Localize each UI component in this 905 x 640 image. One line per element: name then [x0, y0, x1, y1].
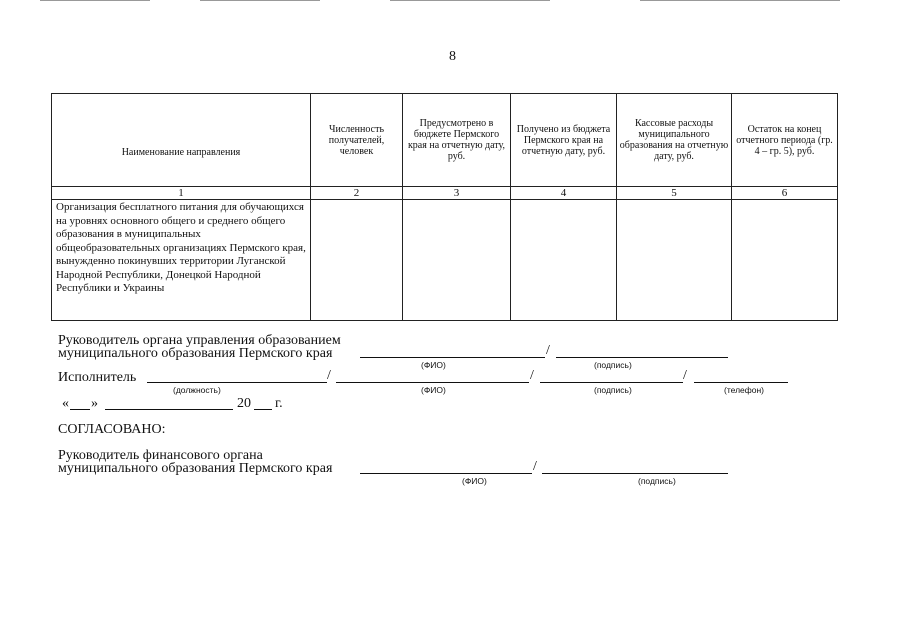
signature-caption: (подпись) [594, 360, 632, 370]
top-edge-line [200, 0, 320, 1]
direction-cell: Организация бесплатного питания для обучающихся на уровнях основного общего и среднего общего образования в муниципальных общеобразовательных организациях Пермского края, вынужденно покинувших территории Луганской Народной Республики, Донецкой Народной Республики и Украины [52, 200, 311, 321]
recipients-cell[interactable] [311, 200, 403, 321]
report-table [51, 93, 838, 321]
fio-caption: (ФИО) [421, 385, 446, 395]
top-edge-line [640, 0, 840, 1]
column-number: 3 [403, 187, 511, 200]
executor-fio-field[interactable] [336, 382, 529, 383]
head-education-fio-field[interactable] [360, 357, 545, 358]
date-year-field[interactable] [254, 409, 272, 410]
fio-caption: (ФИО) [462, 476, 487, 486]
header-received: Получено из бюджета Пермского края на отчетную дату, руб. [511, 94, 617, 187]
head-finance-title-line1: Руководитель финансового органа [58, 448, 263, 463]
received-cell[interactable] [511, 200, 617, 321]
page-number: 8 [449, 49, 456, 64]
signature-caption: (подпись) [594, 385, 632, 395]
signature-caption: (подпись) [638, 476, 676, 486]
head-education-title-line1: Руководитель органа управления образованием [58, 333, 341, 348]
position-caption: (должность) [173, 385, 221, 395]
table-header-row [52, 94, 838, 187]
date-open-quote: « [62, 396, 69, 411]
separator-slash: / [546, 343, 550, 358]
executor-position-field[interactable] [147, 382, 327, 383]
column-number: 4 [511, 187, 617, 200]
executor-signature-field[interactable] [540, 382, 683, 383]
top-edge-line [40, 0, 150, 1]
separator-slash: / [327, 368, 331, 383]
top-edge-line [390, 0, 550, 1]
balance-cell[interactable] [732, 200, 838, 321]
budget-planned-cell[interactable] [403, 200, 511, 321]
header-recipients: Численность получателей, человек [311, 94, 403, 187]
head-finance-title-line2: муниципального образования Пермского края [58, 461, 333, 476]
header-budget-planned: Предусмотрено в бюджете Пермского края на отчетную дату, руб. [403, 94, 511, 187]
date-month-field[interactable] [105, 409, 233, 410]
column-number: 1 [52, 187, 311, 200]
column-number: 5 [617, 187, 732, 200]
separator-slash: / [683, 368, 687, 383]
header-direction: Наименование направления [52, 94, 311, 187]
head-education-signature-field[interactable] [556, 357, 728, 358]
cash-expenses-cell[interactable] [617, 200, 732, 321]
date-close-quote: » [91, 396, 98, 411]
separator-slash: / [533, 459, 537, 474]
separator-slash: / [530, 368, 534, 383]
head-finance-signature-field[interactable] [542, 473, 728, 474]
date-day-field[interactable] [70, 409, 90, 410]
executor-label: Исполнитель [58, 370, 137, 385]
head-finance-fio-field[interactable] [360, 473, 532, 474]
phone-caption: (телефон) [724, 385, 765, 395]
date-year-suffix: г. [275, 396, 283, 411]
head-education-title-line2: муниципального образования Пермского края [58, 346, 333, 361]
date-year-prefix: 20 [237, 396, 251, 411]
header-cash-expenses: Кассовые расходы муниципального образования на отчетную дату, руб. [617, 94, 732, 187]
table-row [52, 200, 838, 321]
column-number: 2 [311, 187, 403, 200]
column-number: 6 [732, 187, 838, 200]
fio-caption: (ФИО) [421, 360, 446, 370]
header-balance: Остаток на конец отчетного периода (гр. 4 – гр. 5), руб. [732, 94, 838, 187]
column-numbers-row [52, 187, 838, 200]
agreed-heading: СОГЛАСОВАНО: [58, 422, 166, 437]
executor-phone-field[interactable] [694, 382, 788, 383]
